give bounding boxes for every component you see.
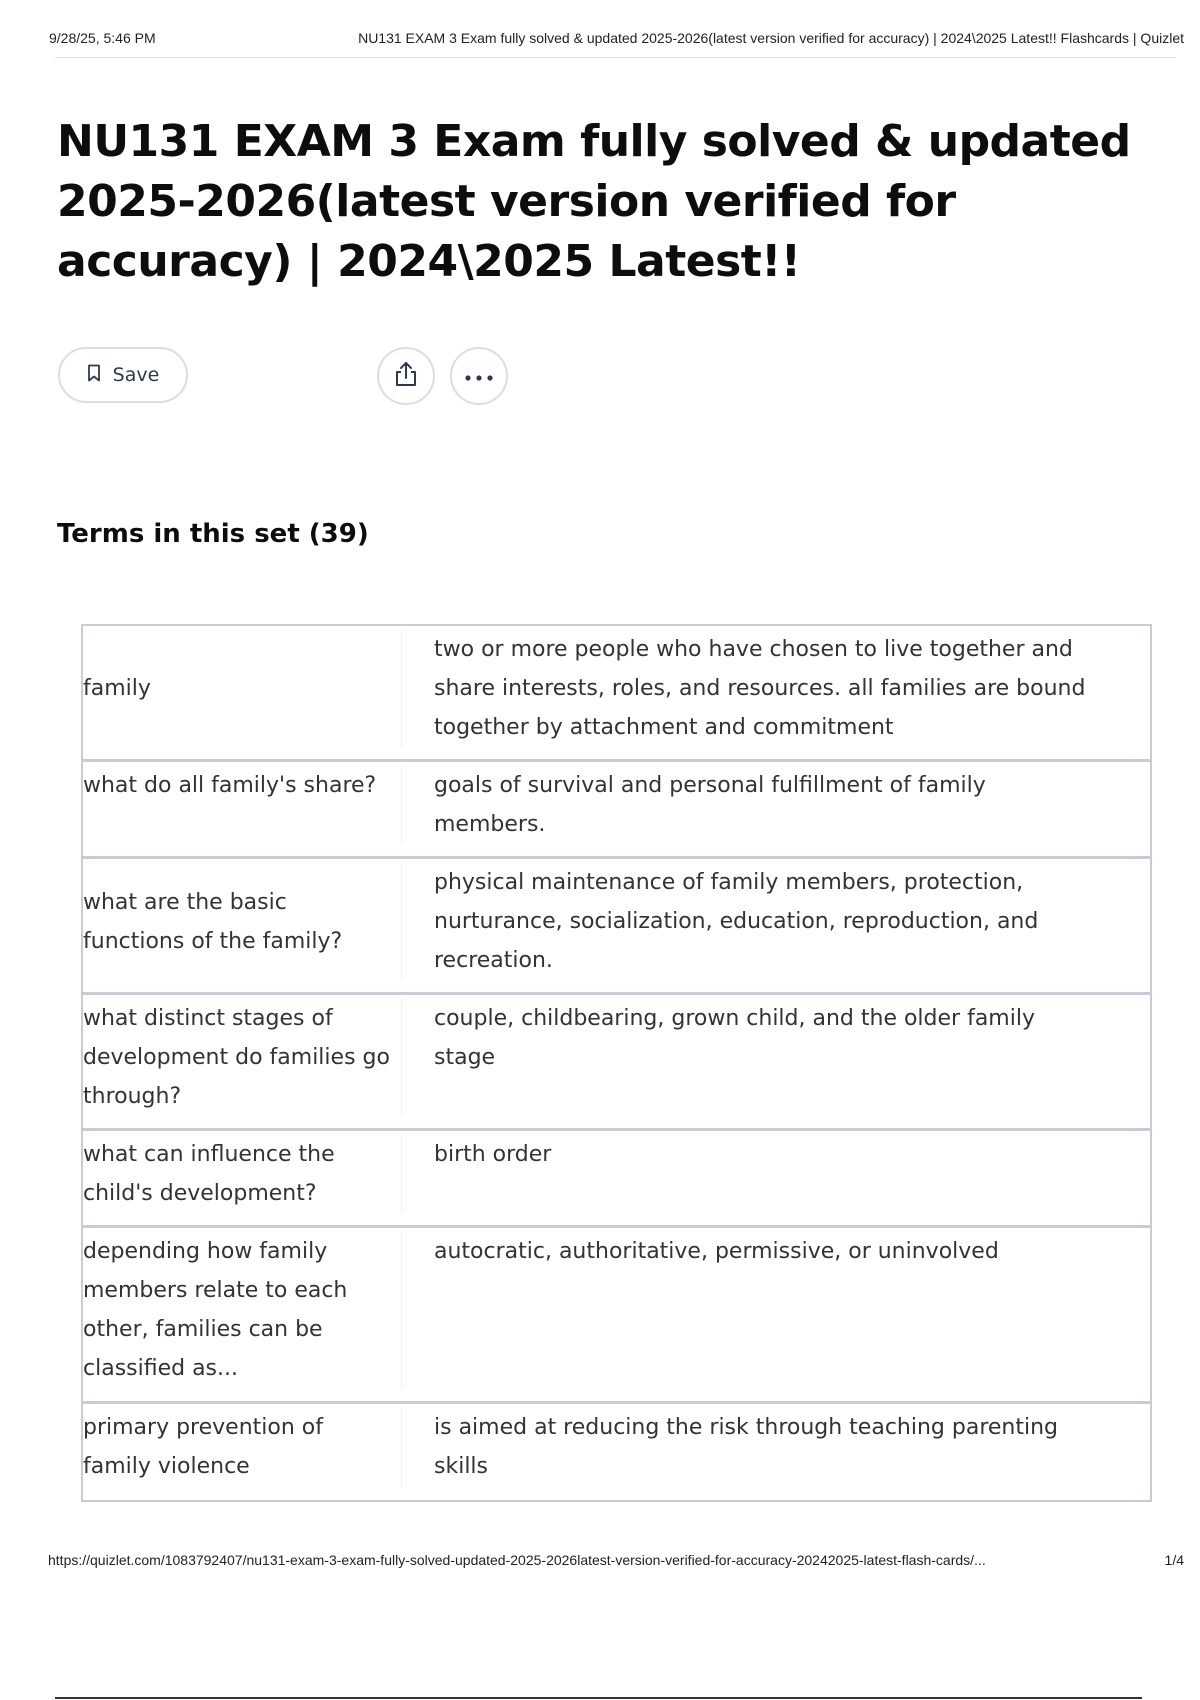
definition-text: two or more people who have chosen to live together and share interests, roles, and resources. all families are bound together by attachment and commitment <box>434 637 1086 740</box>
print-date: 9/28/25, 5:46 PM <box>49 30 156 46</box>
term-row <box>83 1404 1150 1500</box>
page-url: https://quizlet.com/1083792407/nu131-exam-3-exam-fully-solved-updated-2025-2026latest-version-verified-for-accuracy-20242025-latest-flash-cards/... <box>48 1552 986 1568</box>
save-button-label: Save <box>112 364 160 386</box>
term-text: what can influence the child's development? <box>83 1135 402 1213</box>
term-row <box>83 1131 1150 1228</box>
page-title: NU131 EXAM 3 Exam fully solved & updated 2025-2026(latest version verified for accuracy) | 2024\2025 Latest!! <box>57 116 1131 287</box>
term-text: family <box>83 630 402 747</box>
definition-text: couple, childbearing, grown child, and the older family stage <box>434 1006 1035 1070</box>
term-row <box>83 1228 1150 1404</box>
terms-table <box>81 624 1152 1502</box>
term-row <box>83 626 1150 762</box>
definition-text: autocratic, authoritative, permissive, or uninvolved <box>434 1239 999 1264</box>
action-bar <box>58 347 558 407</box>
header-divider <box>55 57 1176 58</box>
term-text: primary prevention of family violence <box>83 1408 402 1488</box>
term-text: depending how family members relate to each other, families can be classified as... <box>83 1232 402 1389</box>
more-options-button[interactable] <box>450 347 508 405</box>
definition-text: birth order <box>434 1142 552 1167</box>
save-button[interactable] <box>58 347 188 403</box>
page-number: 1/4 <box>1164 1552 1184 1568</box>
terms-heading: Terms in this set (39) <box>57 519 369 549</box>
definition-text: physical maintenance of family members, protection, nurturance, socialization, education, reproduction, and recreation. <box>434 870 1039 973</box>
share-button[interactable] <box>377 347 435 405</box>
share-icon <box>393 360 419 392</box>
definition-text: goals of survival and personal fulfillment of family members. <box>434 773 986 837</box>
term-text: what do all family's share? <box>83 766 402 844</box>
term-row <box>83 762 1150 859</box>
print-document-title: NU131 EXAM 3 Exam fully solved & updated 2025-2026(latest version verified for accuracy) | 2024\2025 Latest!! Flashcards | Quizlet <box>358 30 1184 46</box>
term-row <box>83 995 1150 1131</box>
term-row <box>83 859 1150 995</box>
bookmark-icon <box>87 364 101 387</box>
term-text: what distinct stages of development do families go through? <box>83 999 402 1116</box>
term-text: what are the basic functions of the family? <box>83 863 402 980</box>
definition-text: is aimed at reducing the risk through teaching parenting skills <box>434 1415 1059 1479</box>
page-bottom-divider <box>55 1697 1142 1699</box>
more-horizontal-icon <box>464 367 494 386</box>
